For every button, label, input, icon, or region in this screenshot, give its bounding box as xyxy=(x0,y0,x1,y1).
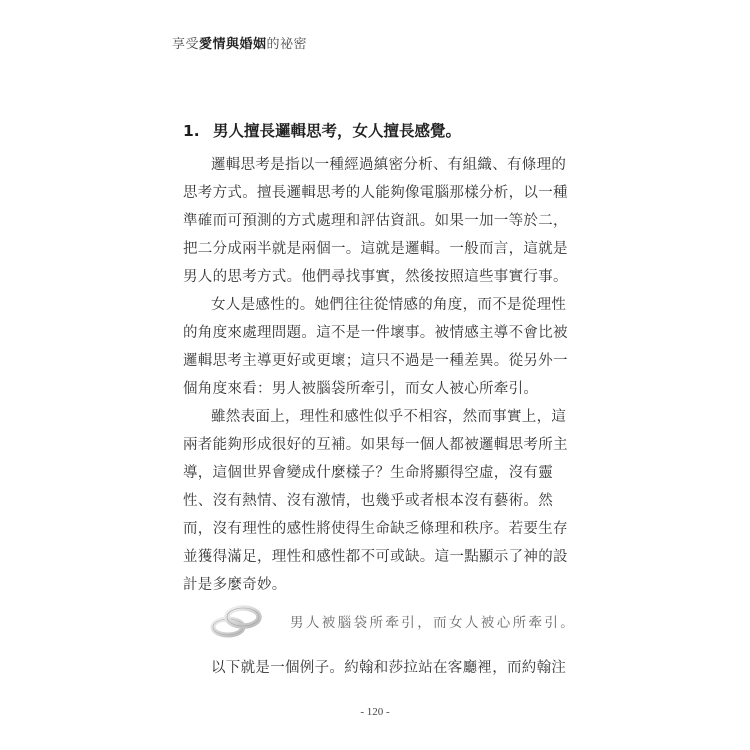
running-header-prefix: 享受 xyxy=(172,37,200,52)
paragraph-example xyxy=(183,654,567,682)
paragraph-line: 思考方式。擅長邏輯思考的人能夠像電腦那樣分析，以一種 xyxy=(183,185,568,201)
paragraph-line: 兩者能夠形成很好的互補。如果每一個人都被邏輯思考所主 xyxy=(183,437,568,453)
paragraph-logic xyxy=(183,151,568,291)
page-number: - 120 - xyxy=(360,706,390,718)
paragraph-line: 計是多麼奇妙。 xyxy=(183,577,287,593)
paragraph-line: 把二分成兩半就是兩個一。這就是邏輯。一般而言，這就是 xyxy=(183,241,568,257)
pull-quote xyxy=(210,598,577,644)
paragraph-line: 男人的思考方式。他們尋找事實，然後按照這些事實行事。 xyxy=(183,269,568,285)
pull-quote-text: 男人被腦袋所牽引，而女人被心所牽引。 xyxy=(290,615,577,631)
paragraph-complement xyxy=(183,403,568,599)
section-number: 1. xyxy=(183,122,200,140)
paragraph-line: 以下就是一個例子。約翰和莎拉站在客廳裡，而約翰注 xyxy=(211,660,567,676)
paragraph-line: 的角度來處理問題。這不是一件壞事。被情感主導不會比被 xyxy=(183,325,568,341)
paragraph-line: 準確而可預測的方式處理和評估資訊。如果一加一等於二， xyxy=(183,213,568,229)
paragraph-line: 雖然表面上，理性和感性似乎不相容，然而事實上，這 xyxy=(211,409,567,425)
running-header xyxy=(172,33,307,52)
paragraph-emotion xyxy=(183,291,568,403)
paragraph-line: 個角度來看：男人被腦袋所牽引，而女人被心所牽引。 xyxy=(183,381,539,397)
wedding-rings-icon xyxy=(210,601,262,641)
paragraph-line: 邏輯思考是指以一種經過縝密分析、有組織、有條理的 xyxy=(211,157,567,173)
section-title-text: 男人擅長邏輯思考，女人擅長感覺。 xyxy=(213,122,462,140)
running-header-suffix: 的祕密 xyxy=(266,37,308,52)
paragraph-line: 女人是感性的。她們往往從情感的角度，而不是從理性 xyxy=(211,297,567,313)
paragraph-line: 邏輯思考主導更好或更壞；這只不過是一種差異。從另外一 xyxy=(183,353,568,369)
paragraph-line: 性、沒有熱情、沒有激情，也幾乎或者根本沒有藝術。然 xyxy=(183,493,553,509)
running-header-bold: 愛情與婚姻 xyxy=(199,37,267,52)
paragraph-line: 並獲得滿足，理性和感性都不可或缺。這一點顯示了神的設 xyxy=(183,549,568,565)
paragraph-line: 而，沒有理性的感性將使得生命缺乏條理和秩序。若要生存 xyxy=(183,521,568,537)
section-heading xyxy=(183,119,461,141)
paragraph-line: 導，這個世界會變成什麼樣子？生命將顯得空虛，沒有靈 xyxy=(183,465,553,481)
